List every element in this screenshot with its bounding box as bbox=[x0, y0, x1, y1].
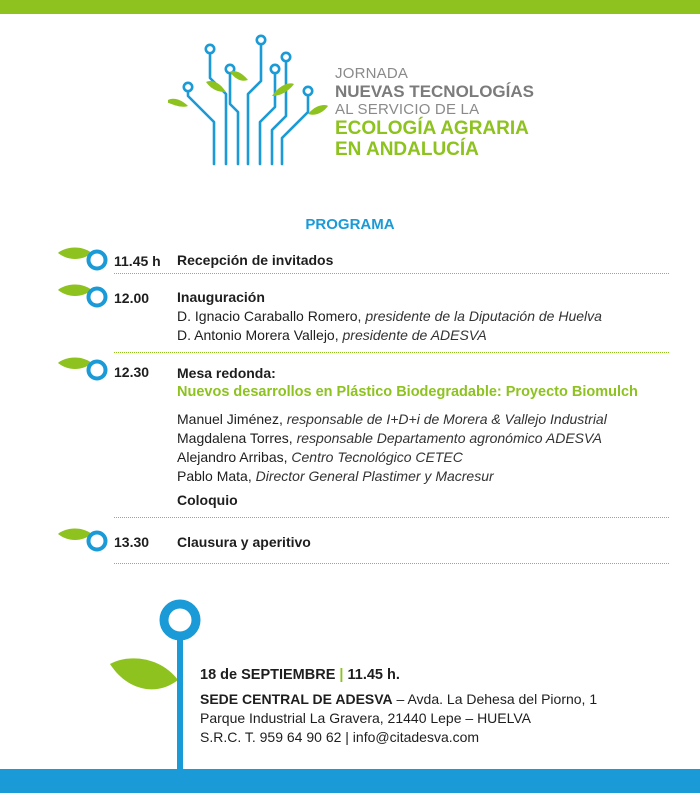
leaf-bullet-icon bbox=[58, 284, 110, 310]
title-line-andalucia: EN ANDALUCÍA bbox=[335, 139, 479, 160]
divider bbox=[114, 517, 669, 518]
speaker-role: Director General Plastimer y Macresur bbox=[255, 468, 494, 484]
item-title: Mesa redonda: bbox=[177, 365, 276, 381]
item-title: Inauguración bbox=[177, 289, 265, 305]
item-time: 12.00 bbox=[114, 290, 150, 306]
speaker-name: Pablo Mata, bbox=[177, 468, 252, 484]
item-content bbox=[177, 251, 677, 270]
venue-address: Parque Industrial La Gravera, 21440 Lepe – HUELVA bbox=[200, 710, 532, 726]
title-line-jornada: JORNADA bbox=[335, 65, 409, 82]
speaker-name: Magdalena Torres, bbox=[177, 430, 293, 446]
title-line-nuevas-tecnologias: NUEVAS TECNOLOGÍAS bbox=[335, 82, 534, 101]
speaker-line bbox=[177, 307, 677, 326]
item-title: Clausura y aperitivo bbox=[177, 534, 311, 550]
speaker-line bbox=[177, 410, 677, 429]
leaf-bullet-icon bbox=[58, 357, 110, 383]
speaker-line bbox=[177, 448, 677, 467]
speaker-role: presidente de la Diputación de Huelva bbox=[365, 308, 602, 324]
speaker-name: Manuel Jiménez, bbox=[177, 411, 283, 427]
divider bbox=[114, 352, 669, 353]
top-accent-bar bbox=[0, 0, 700, 14]
leaf-bullet-icon bbox=[58, 247, 110, 273]
event-date: 18 de SEPTIEMBRE bbox=[200, 667, 336, 683]
item-time: 11.45 h bbox=[114, 253, 161, 269]
venue-line bbox=[200, 690, 597, 709]
title-line-ecologia-agraria: ECOLOGÍA AGRARIA bbox=[335, 118, 529, 139]
contact-info: S.R.C. T. 959 64 90 62 | info@citadesva.com bbox=[200, 729, 480, 745]
event-title bbox=[335, 66, 534, 161]
speaker-role: presidente de ADESVA bbox=[342, 327, 487, 343]
event-details bbox=[200, 666, 597, 747]
event-time: 11.45 h. bbox=[347, 667, 400, 683]
leaf-bullet-icon bbox=[58, 528, 110, 554]
date-separator: | bbox=[339, 667, 344, 683]
item-content bbox=[177, 533, 677, 552]
speaker-name: D. Antonio Morera Vallejo, bbox=[177, 327, 339, 343]
item-title: Recepción de invitados bbox=[177, 252, 334, 268]
speaker-line bbox=[177, 326, 677, 345]
speaker-role: responsable de I+D+i de Morera & Vallejo Industrial bbox=[286, 411, 607, 427]
speaker-line bbox=[177, 429, 677, 448]
item-time: 12.30 bbox=[114, 364, 150, 380]
bottom-accent-bar bbox=[0, 769, 700, 793]
divider bbox=[114, 563, 669, 564]
speaker-name: D. Ignacio Caraballo Romero, bbox=[177, 308, 362, 324]
divider bbox=[114, 273, 669, 274]
speaker-role: responsable Departamento agronómico ADESVA bbox=[296, 430, 602, 446]
programa-heading: PROGRAMA bbox=[305, 216, 395, 233]
venue-street: – Avda. La Dehesa del Piorno, 1 bbox=[392, 691, 598, 707]
coloquio-label: Coloquio bbox=[177, 492, 238, 508]
speaker-role: Centro Tecnológico CETEC bbox=[291, 449, 463, 465]
venue-name: SEDE CENTRAL DE ADESVA bbox=[200, 691, 393, 707]
event-date-time bbox=[200, 666, 597, 685]
speaker-name: Alejandro Arribas, bbox=[177, 449, 288, 465]
round-table-topic: Nuevos desarrollos en Plástico Biodegradable: Proyecto Biomulch bbox=[177, 384, 638, 400]
item-content bbox=[177, 364, 677, 510]
title-line-al-servicio: AL SERVICIO DE LA bbox=[335, 101, 480, 118]
item-content bbox=[177, 288, 677, 345]
item-time: 13.30 bbox=[114, 534, 150, 550]
circuit-tree-logo-icon bbox=[168, 34, 328, 174]
sprout-pin-icon bbox=[108, 598, 208, 793]
speaker-line bbox=[177, 467, 677, 486]
